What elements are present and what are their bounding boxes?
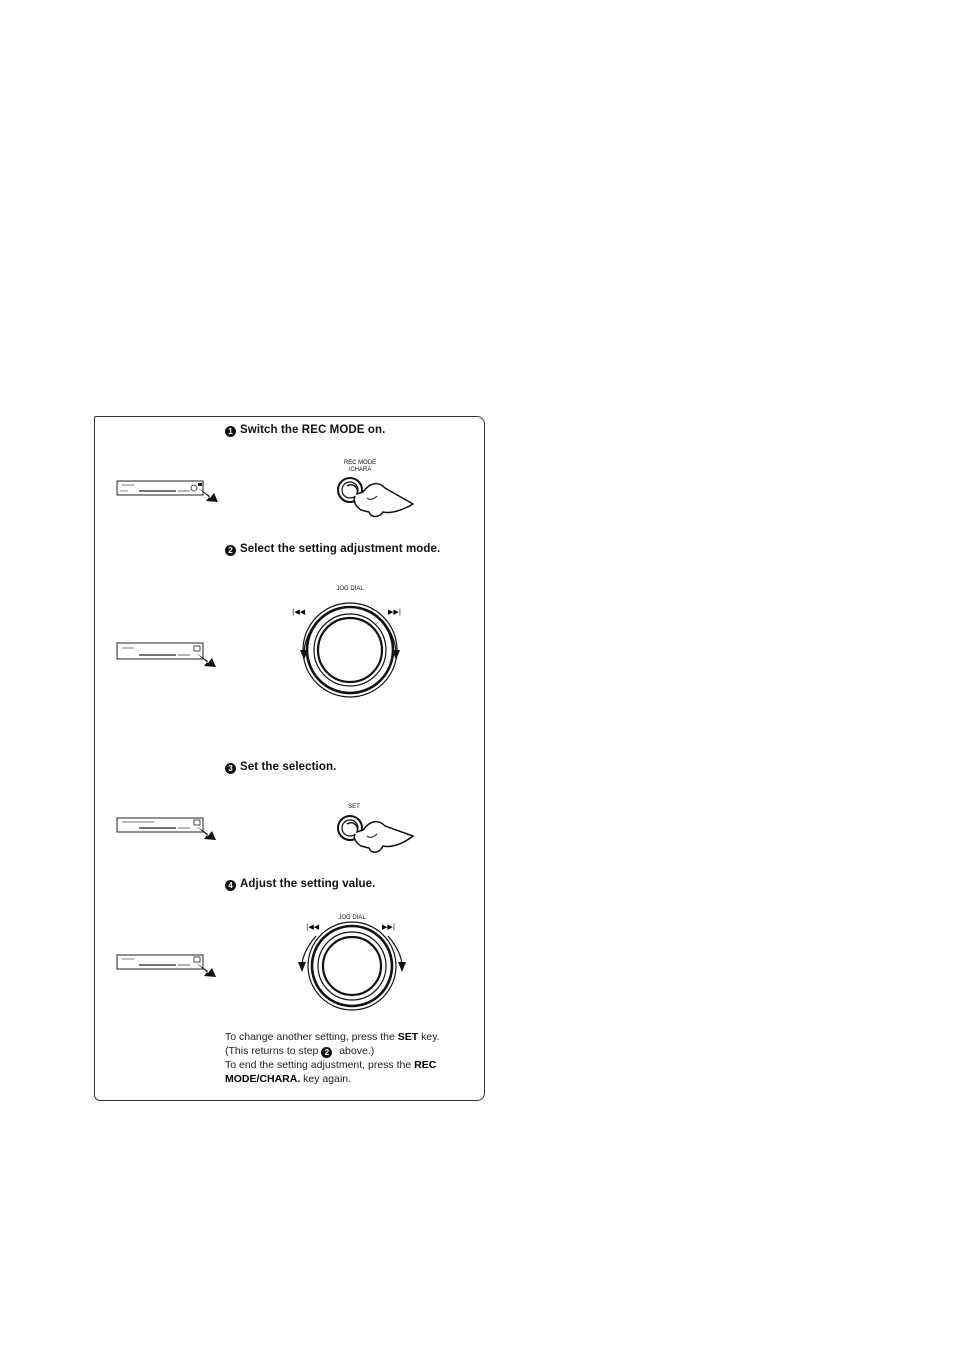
step-number: 1 [225, 426, 236, 437]
rec-mode-key-label: REC MODE /CHARA [343, 460, 377, 473]
step-number: 2 [321, 1047, 332, 1058]
footer-line-1: To change another setting, press the SET key. [225, 1031, 440, 1043]
step-number: 4 [225, 880, 236, 891]
svg-text:▶▶|: ▶▶| [388, 608, 402, 616]
step-2-title: 2 Select the setting adjustment mode. [225, 543, 440, 556]
jog-dial-label: JOG DIAL [338, 915, 366, 921]
svg-text:|◀◀: |◀◀ [292, 608, 306, 616]
device-panel-icon [114, 476, 220, 506]
footer-line-2: (This returns to step 2 above.) [225, 1045, 375, 1057]
pointing-arrow-icon [196, 653, 216, 667]
device-panel-icon [114, 640, 220, 670]
step-1-title: 1 Switch the REC MODE on. [225, 424, 385, 437]
device-panel-icon [114, 813, 220, 843]
step-4-title: 4 Adjust the setting value. [225, 878, 375, 891]
footer-line-3: To end the setting adjustment, press the REC MODE/CHARA. key again. [225, 1059, 437, 1085]
step-3-title: 3 Set the selection. [225, 761, 336, 774]
pointing-arrow-icon [196, 826, 216, 840]
device-panel-icon [114, 950, 220, 980]
footer-instructions [225, 1030, 483, 1086]
step-number: 2 [225, 545, 236, 556]
finger-press-icon [333, 474, 423, 520]
jog-dial-label: JOG DIAL [336, 586, 364, 592]
svg-text:▶▶|: ▶▶| [382, 923, 396, 931]
step-number: 3 [225, 763, 236, 774]
jog-dial-icon [290, 920, 416, 1012]
set-key-label: SET [348, 804, 360, 810]
pointing-arrow-icon [196, 963, 216, 977]
jog-dial-icon [290, 592, 416, 700]
svg-text:|◀◀: |◀◀ [306, 923, 320, 931]
finger-press-icon [333, 812, 423, 858]
